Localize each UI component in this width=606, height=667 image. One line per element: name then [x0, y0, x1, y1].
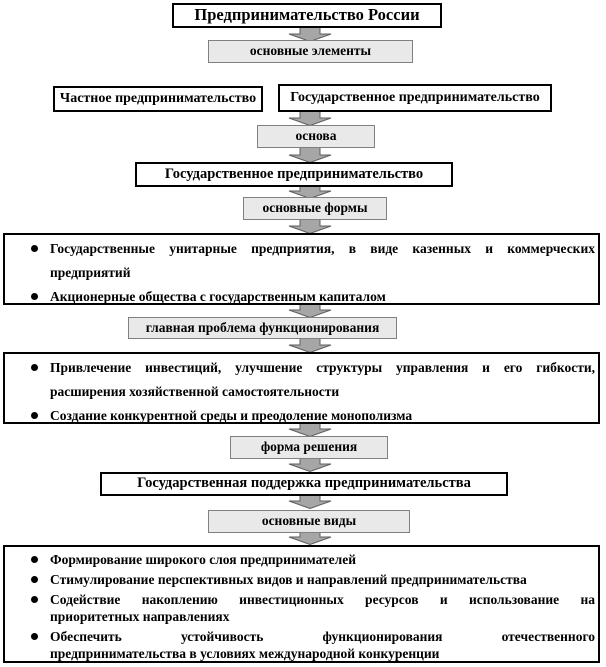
- bullet-text: [50, 404, 595, 424]
- bullet-text: [50, 571, 595, 588]
- forms-label-box: [243, 197, 387, 220]
- bullet-line: Обеспечить устойчивость функционирования отечественного: [50, 629, 595, 644]
- osnova-label-box: [257, 125, 375, 148]
- bullet-line: предприятий: [50, 265, 131, 280]
- types-list-box: [3, 545, 600, 663]
- bullet-dot-icon: [31, 633, 38, 640]
- bullet-dot-icon: [31, 412, 38, 419]
- bullet-text: [50, 551, 595, 568]
- bullet-text: [50, 356, 595, 404]
- bullet-text: [50, 591, 595, 625]
- forms-list-box: [3, 233, 600, 305]
- elements-label-text: основные элементы: [249, 43, 372, 59]
- title-box: [172, 3, 442, 28]
- bullet-line: Создание конкурентной среды и преодоление монополизма: [50, 408, 413, 423]
- elements-label-box: [208, 40, 413, 63]
- state-entrepreneurship-top-text: Государственное предпринимательство: [290, 90, 540, 106]
- bullet-item: [31, 571, 596, 588]
- bullet-dot-icon: [31, 293, 38, 300]
- bullet-item: [31, 285, 596, 305]
- osnova-label-text: основа: [295, 128, 337, 144]
- state-support-text: Государственная поддержка предпринимательства: [137, 475, 471, 492]
- state-entrepreneurship-mid-text: Государственное предпринимательство: [164, 165, 424, 182]
- bullet-dot-icon: [31, 245, 38, 252]
- state-entrepreneurship-mid-box: [135, 162, 453, 187]
- bullet-line: предпринимательства в условиях международной конкуренции: [50, 646, 440, 661]
- bullet-line: Формирование широкого слоя предпринимателей: [50, 552, 356, 567]
- bullet-item: [31, 404, 596, 424]
- bullet-line: Государственные унитарные предприятия, в виде казенных и коммерческих: [50, 241, 595, 256]
- title-text: Предпринимательство России: [194, 5, 420, 25]
- bullet-item: [31, 628, 596, 662]
- bullet-item: [31, 591, 596, 625]
- down-arrow-icon: [288, 147, 332, 163]
- bullet-dot-icon: [31, 364, 38, 371]
- bullet-line: Привлечение инвестиций, улучшение структуры управления и его гибкости,: [50, 360, 595, 375]
- state-entrepreneurship-top-box: [278, 84, 552, 112]
- forms-label-text: основные формы: [262, 200, 368, 216]
- solution-label-text: форма решения: [260, 439, 358, 455]
- bullet-item: [31, 356, 596, 404]
- bullet-line: Стимулирование перспективных видов и направлений предпринимательства: [50, 572, 527, 587]
- down-arrow-icon: [288, 337, 332, 353]
- bullet-dot-icon: [31, 576, 38, 583]
- bullet-item: [31, 237, 596, 285]
- state-support-box: [100, 472, 508, 496]
- types-label-box: [208, 510, 410, 533]
- private-entrepreneurship-text: Частное предпринимательство: [59, 91, 257, 107]
- problem-label-text: главная проблема функционирования: [145, 319, 380, 335]
- bullet-text: [50, 285, 595, 305]
- problem-label-box: [128, 317, 397, 339]
- down-arrow-icon: [288, 218, 332, 234]
- bullet-line: Содействие накоплению инвестиционных ресурсов и использование на: [50, 592, 595, 607]
- problem-list-box: [3, 352, 600, 424]
- bullet-item: [31, 551, 596, 568]
- bullet-text: [50, 628, 595, 662]
- down-arrow-icon: [288, 110, 332, 126]
- bullet-line: Акционерные общества с государственным капиталом: [50, 289, 386, 304]
- private-entrepreneurship-box: [53, 86, 263, 112]
- bullet-dot-icon: [31, 556, 38, 563]
- bullet-line: расширения хозяйственной самостоятельности: [50, 384, 340, 399]
- bullet-text: [50, 237, 595, 285]
- solution-label-box: [230, 436, 388, 459]
- bullet-line: приоритетных направлениях: [50, 609, 230, 624]
- types-label-text: основные виды: [261, 513, 357, 529]
- bullet-dot-icon: [31, 596, 38, 603]
